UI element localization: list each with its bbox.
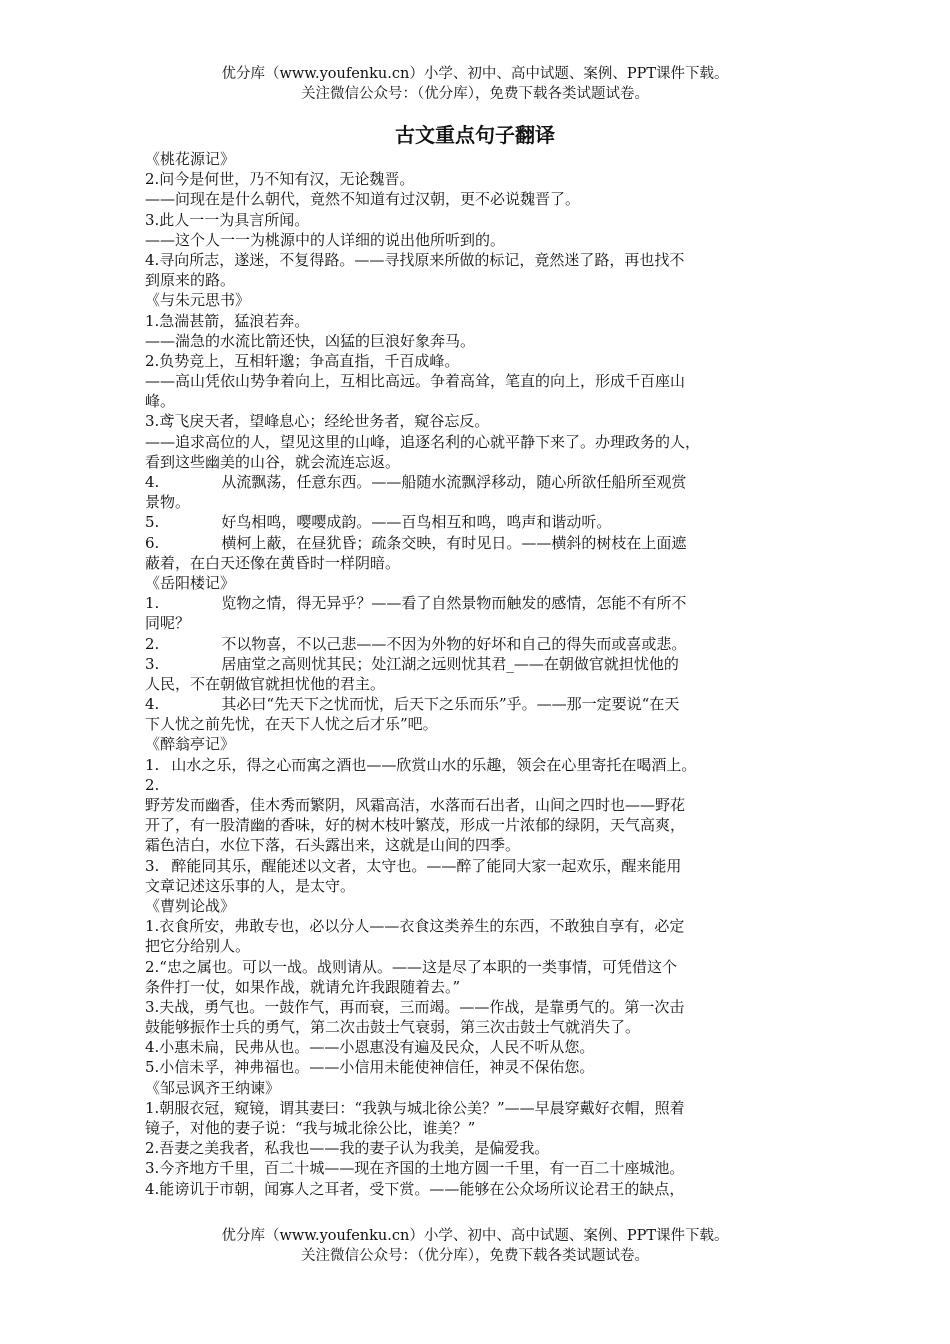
item-number: 3. [145,654,160,673]
line-text: 下人忧之前先忧，在天下人忧之后才乐”吧。 [145,715,438,734]
line-text: 1.急湍甚箭，猛浪若奔。 [145,311,310,330]
text-line [145,411,820,431]
text-line [145,270,820,290]
line-text: 3.鸢飞戾天者，望峰息心；经纶世务者，窥谷忘反。 [145,412,490,431]
line-text: 1.朝服衣冠，窥镜，谓其妻曰：“我孰与城北徐公美？”——早晨穿戴好衣帽，照着 [145,1098,685,1117]
text-line [145,916,820,936]
text-line [145,189,820,209]
header-line-1: 优分库（www.youfenku.cn）小学、初中、高中试题、案例、PPT课件下载。 [221,66,729,82]
item-number: 3. [145,856,160,875]
text-line [145,472,820,492]
text-line [145,149,820,169]
text-line [145,351,820,371]
footer-line-1: 优分库（www.youfenku.cn）小学、初中、高中试题、案例、PPT课件下载。 [221,1228,729,1244]
text-line [145,714,820,734]
text-line [145,1118,820,1138]
line-text: 同呢？ [145,614,191,633]
text-line [145,432,820,452]
line-text: 4.能谤讥于市朝，闻寡人之耳者，受下赏。——能够在公众场所议论君王的缺点， [145,1179,685,1198]
line-text: 居庙堂之高则忧其民；处江湖之远则忧其君_——在朝做官就担忧他的 [221,654,679,673]
line-text: 开了，有一股清幽的香味，好的树木枝叶繁茂，形成一片浓郁的绿阴，天气高爽， [145,816,686,835]
line-text: 4.寻向所志，遂迷，不复得路。——寻找原来所做的标记，竟然迷了路，再也找不 [145,250,685,269]
text-line [145,1078,820,1098]
item-number: 6. [145,533,160,552]
line-text: ——高山凭依山势争着向上，互相比高远。争着高耸，笔直的向上，形成千百座山 [145,372,686,391]
page-footer [0,1226,950,1266]
text-line [145,896,820,916]
item-number: 5. [145,513,160,532]
line-text: 《醉翁亭记》 [145,735,236,754]
line-text: ——湍急的水流比箭还快，凶猛的巨浪好象奔马。 [145,331,476,350]
text-line [145,593,820,613]
line-text: 2.吾妻之美我者，私我也——我的妻子认为我美，是偏爱我。 [145,1139,550,1158]
text-line [145,835,820,855]
line-text: 1.衣食所安，弗敢专也，必以分人——衣食这类养生的东西，不敢独自享有，必定 [145,917,685,936]
text-line [145,331,820,351]
text-line [145,452,820,472]
text-line [145,795,820,815]
line-text: 其必曰“先天下之忧而忧，后天下之乐而乐”乎。——那一定要说“在天 [221,695,680,714]
item-number: 1. [145,755,160,774]
line-text: 醉能同其乐，醒能述以文者，太守也。——醉了能同大家一起欢乐，醒来能用 [171,856,682,875]
text-line [145,1098,820,1118]
line-text: 把它分给别人。 [145,937,251,956]
line-text: ——这个人一一为桃源中的人详细的说出他所听到的。 [145,230,506,249]
line-text: 3.此人一一为具言所闻。 [145,210,310,229]
line-text: 山水之乐，得之心而寓之酒也——欣赏山水的乐趣，领会在心里寄托在喝酒上。 [171,755,697,774]
text-line [145,734,820,754]
line-text: 2. [145,775,160,794]
line-text: 不以物喜，不以己悲——不因为外物的好坏和自己的得失而或喜或悲。 [221,634,687,653]
line-text: ——追求高位的人，望见这里的山峰，追逐名利的心就平静下来了。办理政务的人， [145,432,701,451]
text-line [145,573,820,593]
line-text: 2.“忠之属也。可以一战。战则请从。——这是尽了本职的一类事情，可凭借这个 [145,957,677,976]
text-line [145,250,820,270]
line-text: 览物之情，得无异乎？——看了自然景物而触发的感情，怎能不有所不 [221,594,687,613]
line-text: 看到这些幽美的山谷，就会流连忘返。 [145,452,401,471]
line-text: 横柯上蔽，在昼犹昏；疏条交映，有时见日。——横斜的树枝在上面遮 [221,533,687,552]
document-body [145,149,820,1199]
text-line [145,230,820,250]
item-number: 4. [145,695,160,714]
text-line [145,391,820,411]
text-line [145,957,820,977]
text-line [145,815,820,835]
text-line [145,634,820,654]
text-line [145,997,820,1017]
line-text: 景物。 [145,493,191,512]
text-line [145,755,820,775]
line-text: 《岳阳楼记》 [145,573,236,592]
line-text: 从流飘荡，任意东西。——船随水流飘浮移动，随心所欲任船所至观赏 [221,473,687,491]
text-line [145,512,820,532]
line-text: 霜色洁白，水位下落，石头露出来，这就是山间的四季。 [145,836,521,855]
line-text: 文章记述这乐事的人，是太守。 [145,876,356,895]
text-line [145,694,820,714]
text-line [145,311,820,331]
text-line [145,775,820,795]
text-line [145,1057,820,1077]
line-text: 峰。 [145,392,176,411]
text-line [145,492,820,512]
line-text: 3.夫战，勇气也。一鼓作气，再而衰，三而竭。——作战，是靠勇气的。第一次击 [145,997,685,1016]
header-line-2: 关注微信公众号：（优分库），免费下载各类试题试卷。 [301,86,649,102]
line-text: 《与朱元思书》 [145,291,251,310]
text-line [145,1017,820,1037]
line-text: 5.小信未孚，神弗福也。——小信用未能使神信任，神灵不保佑您。 [145,1058,595,1077]
item-number: 2. [145,634,160,653]
line-text: 《曹刿论战》 [145,896,236,915]
item-number: 1. [145,594,160,613]
document-title: 古文重点句子翻译 [395,123,555,147]
line-text: 2.问今是何世，乃不知有汉，无论魏晋。 [145,170,415,189]
item-number: 4. [145,473,160,491]
text-line [145,533,820,553]
text-line [145,674,820,694]
text-line [145,290,820,310]
text-line [145,613,820,633]
text-line [145,1179,820,1199]
text-line [145,856,820,876]
text-line [145,553,820,573]
text-line [145,371,820,391]
line-text: 野芳发而幽香，佳木秀而繁阴，风霜高洁，水落而石出者，山间之四时也——野花 [145,796,686,814]
text-line [145,1138,820,1158]
text-line [145,1158,820,1178]
line-text: 人民，不在朝做官就担忧他的君主。 [145,674,386,693]
line-text: 好鸟相鸣，嘤嘤成韵。——百鸟相互和鸣，鸣声和谐动听。 [221,513,612,532]
line-text: 鼓能够振作士兵的勇气，第二次击鼓士气衰弱，第三次击鼓士气就消失了。 [145,1018,641,1037]
line-text: 到原来的路。 [145,271,236,290]
line-text: 条件打一仗，如果作战，就请允许我跟随着去。” [145,977,461,996]
text-line [145,936,820,956]
text-line [145,1037,820,1057]
line-text: 2.负势竞上，互相轩邈；争高直指，千百成峰。 [145,351,460,370]
line-text: 蔽着，在白天还像在黄昏时一样阴暗。 [145,553,401,572]
text-line [145,210,820,230]
footer-line-2: 关注微信公众号：（优分库），免费下载各类试题试卷。 [301,1248,649,1264]
text-line [145,876,820,896]
line-text: 《桃花源记》 [145,150,236,168]
line-text: 镜子，对他的妻子说：“我与城北徐公比，谁美？” [145,1119,476,1137]
line-text: ——问现在是什么朝代，竟然不知道有过汉朝，更不必说魏晋了。 [145,190,581,209]
line-text: 3.今齐地方千里，百二十城——现在齐国的土地方圆一千里，有一百二十座城池。 [145,1159,685,1178]
line-text: 4.小惠未扁，民弗从也。——小恩惠没有遍及民众，人民不听从您。 [145,1038,595,1057]
page-header [0,64,950,104]
text-line [145,977,820,997]
text-line [145,169,820,189]
text-line [145,654,820,674]
line-text: 《邹忌讽齐王纳谏》 [145,1078,281,1097]
